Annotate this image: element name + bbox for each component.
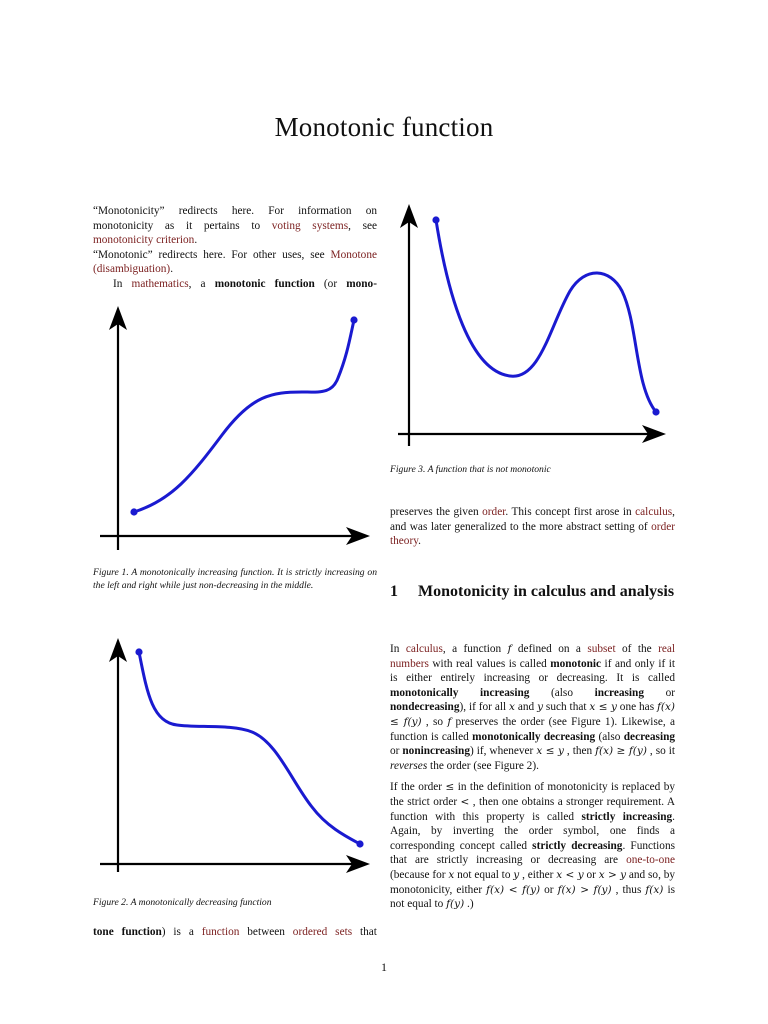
curve-end-point (356, 840, 363, 847)
curve-end-point (652, 408, 659, 415)
link-real-numbers[interactable]: real numbers (390, 643, 675, 670)
hatnote-monotonic: “Monotonic” redirects here. For other uses, see Monotone (disambiguation). (93, 248, 377, 276)
link-subset[interactable]: subset (587, 643, 616, 655)
link-voting-systems[interactable]: voting systems (271, 219, 349, 232)
right-column-continuation: preserves the given order. This concept first arose in calculus, and was later generalized to the more abstract setting of order theory. (390, 506, 675, 548)
left-column-intro (93, 204, 377, 292)
hatnote-monotonicity: “Monotonicity” redirects here. For information on monotonicity as it pertains to voting systems, see monotonicity criterion. (93, 205, 377, 247)
link-order[interactable]: order (482, 506, 506, 518)
link-monotonicity-criterion[interactable]: monotonicity criterion (93, 234, 195, 247)
link-calculus-2[interactable]: calculus (405, 643, 443, 655)
link-one-to-one[interactable]: one-to-one (626, 854, 675, 867)
curve-end-point (350, 316, 357, 323)
figure-2-caption: Figure 2. A monotonically decreasing function (93, 897, 272, 908)
figure-3-not-monotonic (390, 196, 680, 456)
page-number: 1 (381, 960, 387, 974)
link-order-theory[interactable]: order theory (390, 520, 675, 548)
left-column-continuation: tone function) is a function between ordered sets that (93, 926, 377, 938)
decreasing-curve (139, 652, 360, 844)
curve-start-point (432, 216, 439, 223)
figure-1-caption: Figure 1. A monotonically increasing function. It is strictly increasing on the left and right while just non-decreasing in the middle. (93, 567, 377, 591)
non-monotonic-curve (436, 220, 656, 412)
link-function[interactable]: function (201, 926, 240, 938)
section-number: 1 (390, 583, 398, 600)
section-body (390, 642, 675, 912)
link-ordered-sets[interactable]: ordered sets (292, 926, 353, 938)
curve-start-point (130, 508, 137, 515)
section-heading (390, 581, 680, 603)
link-calculus[interactable]: calculus (635, 506, 673, 518)
paragraph-strict: If the order ≤ in the definition of monotonicity is replaced by the strict order < , then one obtains a stronger requirement. A function with this property is called strictly increasing. Again, by inverting the order symbol, one finds a corresponding concept called strictly decreasing. Functions that are strictly increasing or decreasing are one-to-one (because for x not equal to y , either x < y or x > y and so, by monotonicity, either f(x) < f(y) or f(x) > f(y) , thus f(x) is not equal to f(y) .) (390, 781, 676, 911)
link-mathematics[interactable]: mathematics (131, 277, 189, 290)
paragraph-definition: In calculus, a function f defined on a subset of the real numbers with real values is called monotonic if and only if it is either entirely increasing or decreasing. It is called monotonically increasing (also increasing or nondecreasing), if for all x and y such that x ≤ y one has f(x) ≤ f(y) , so f preserves the order (see Figure 1). Likewise, a function is called monotonically decreasing (also decreasing or nonincreasing) if, whenever x ≤ y , then f(x) ≥ f(y) , so it reverses the order (see Figure 2). (390, 643, 676, 772)
section-title: Monotonicity in calculus and analysis (418, 583, 675, 600)
figure-2-decreasing (92, 632, 382, 882)
curve-start-point (135, 648, 142, 655)
figure-1-increasing (92, 300, 382, 560)
increasing-curve (134, 320, 354, 512)
page-title: Monotonic function (274, 112, 494, 142)
link-monotone-disambiguation[interactable]: Monotone (disambiguation) (93, 248, 377, 276)
figure-3-caption: Figure 3. A function that is not monotonic (390, 464, 551, 475)
intro-paragraph: In mathematics, a monotonic function (or mono- (113, 277, 377, 290)
